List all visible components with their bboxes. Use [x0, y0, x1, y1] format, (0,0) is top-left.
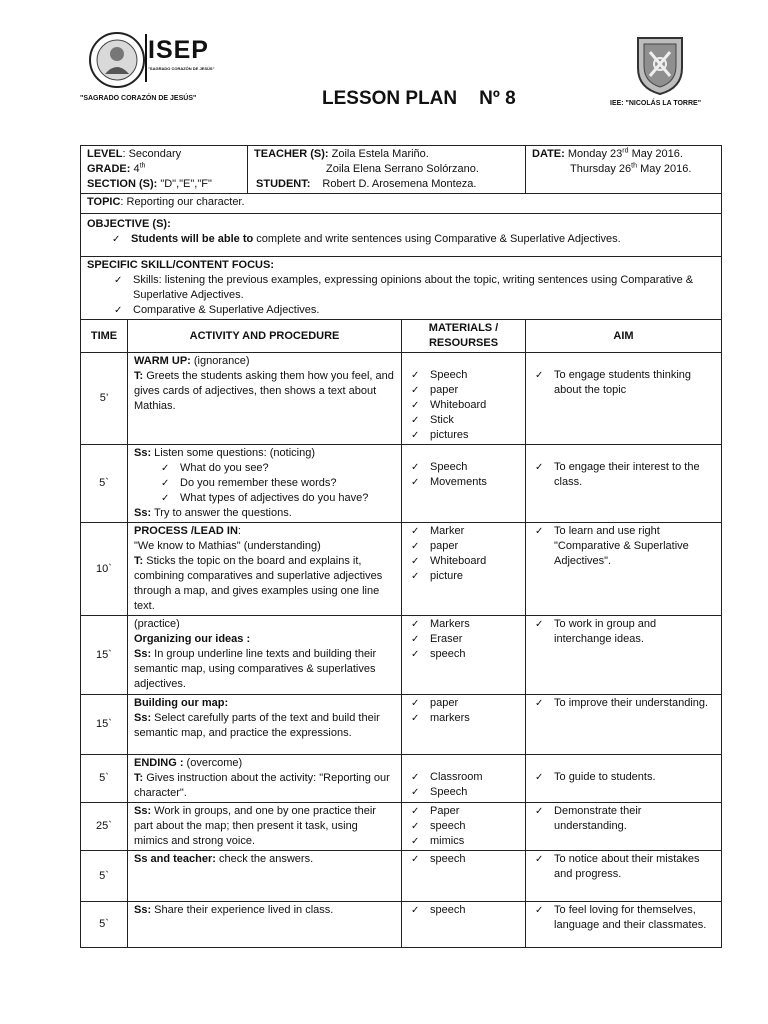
time-cell: 15` [81, 695, 128, 755]
col-header-materials: MATERIALS / RESOURSES [402, 320, 526, 353]
activity-cell [128, 445, 402, 523]
date-2-sup: th [631, 162, 638, 170]
activity-actor: T: [134, 555, 144, 567]
level-label: LEVEL [87, 148, 123, 160]
materials-list [408, 368, 519, 443]
time-cell: 5’ [81, 353, 128, 445]
teacher-student-cell [248, 146, 526, 194]
school-name-left: "SAGRADO CORAZÓN DE JESÚS" [80, 95, 197, 102]
student-value: Robert D. Arosemena Monteza. [322, 178, 477, 190]
materials-cell [402, 695, 526, 755]
table-row [81, 353, 722, 445]
teacher-2: Zoila Elena Serrano Solórzano. [326, 163, 479, 175]
title-text: LESSON PLAN [322, 88, 458, 109]
date-cell [526, 146, 722, 194]
activity-cell [128, 695, 402, 755]
objective-cell [81, 214, 722, 257]
material-item: ✓ speech [408, 852, 519, 867]
materials-list [408, 617, 519, 662]
aim-list [532, 804, 715, 834]
isep-wordmark: ISEP [148, 36, 209, 64]
material-item: ✓ Speech [408, 460, 519, 475]
table-row [81, 695, 722, 755]
student-label: STUDENT: [256, 178, 311, 190]
teacher-1: Zoila Estela Mariño. [328, 148, 429, 160]
activity-pre: (practice) [134, 618, 180, 630]
activity-actor: Ss: [134, 712, 152, 724]
material-item: ✓ paper [408, 383, 519, 398]
material-item: ✓ Eraser [408, 632, 519, 647]
aim-list [532, 368, 715, 398]
activity-heading: PROCESS /LEAD IN [134, 525, 238, 537]
grade-value: 4 [130, 163, 140, 175]
material-item: ✓ Whiteboard [408, 554, 519, 569]
time-cell: 5` [81, 445, 128, 523]
date-2: Thursday 26 [570, 163, 632, 175]
aim-cell [526, 803, 722, 851]
material-item: ✓ speech [408, 647, 519, 662]
objective-list [87, 232, 715, 247]
activity-heading: Building our map: [134, 697, 229, 709]
section-label: SECTION (S): [87, 178, 158, 190]
activity-cell [128, 616, 402, 695]
lesson-number: Nº 8 [479, 88, 516, 109]
skill-item: ✓ Skills: listening the previous examples, expressing opinions about the topic, writing sentences using Comparative & Superlative Adjectives. [111, 273, 715, 303]
time-cell: 5` [81, 755, 128, 803]
material-item: ✓ Markers [408, 617, 519, 632]
topic-row [81, 194, 722, 214]
activity-actor: Ss: [134, 648, 152, 660]
page-title [322, 88, 516, 110]
aim-list [532, 903, 715, 933]
activity-cell [128, 803, 402, 851]
school-name-right: IEE: "NICOLÁS LA TORRE" [610, 100, 702, 107]
table-row [81, 523, 722, 616]
aim-item: ✓ To notice about their mistakes and progress. [532, 852, 715, 882]
aim-cell [526, 902, 722, 948]
materials-cell [402, 523, 526, 616]
materials-cell [402, 755, 526, 803]
topic-cell [81, 194, 722, 214]
activity-actor: Ss: [134, 507, 152, 519]
materials-cell [402, 353, 526, 445]
question-item: ✓ What do you see? [158, 461, 395, 476]
material-item: ✓ Stick [408, 413, 519, 428]
teacher-label: TEACHER (S): [254, 148, 329, 160]
time-cell: 10` [81, 523, 128, 616]
activity-actor: T: [134, 370, 144, 382]
materials-list [408, 524, 519, 584]
activity-quote: "We know to Mathias" (understanding) [134, 540, 321, 552]
question-list [134, 461, 395, 506]
material-item: ✓ Marker [408, 524, 519, 539]
table-row [81, 902, 722, 948]
objective-label: OBJECTIVE (S): [87, 218, 171, 230]
objective-text: complete and write sentences using Comparative & Superlative Adjectives. [253, 233, 621, 245]
activity-text: Greets the students asking them how you feel, and gives cards of adjectives, then shows a text about Mathias. [134, 370, 394, 412]
materials-list [408, 804, 519, 849]
activity-heading: Organizing our ideas : [134, 633, 251, 645]
activity-cell [128, 851, 402, 902]
materials-cell [402, 803, 526, 851]
activity-cell [128, 353, 402, 445]
activity-cell [128, 755, 402, 803]
activity-heading-note: Listen some questions: (noticing) [151, 447, 315, 459]
date-2-month: May 2016. [637, 163, 692, 175]
time-cell: 5` [81, 902, 128, 948]
activity-text: Select carefully parts of the text and build their semantic map, and practice the expressions. [134, 712, 380, 739]
aim-item: ✓ To guide to students. [532, 770, 715, 785]
activity-text: Work in groups, and one by one practice their part about the map; then present it task, using mimics and strong voice. [134, 805, 376, 847]
time-cell: 15` [81, 616, 128, 695]
activity-text: Sticks the topic on the board and explains it, combining comparatives and superlative adjectives through a map, and gives examples using one line text. [134, 555, 383, 612]
aim-item: ✓ Demonstrate their understanding. [532, 804, 715, 834]
activity-heading-note: : [237, 525, 241, 537]
aim-cell [526, 353, 722, 445]
time-cell: 25` [81, 803, 128, 851]
section-value: "D","E","F" [157, 178, 212, 190]
materials-list [408, 460, 519, 490]
activity-text: Gives instruction about the activity: "Reporting our character". [134, 772, 390, 799]
material-item: ✓ speech [408, 903, 519, 918]
aim-list [532, 460, 715, 490]
material-item: ✓ Movements [408, 475, 519, 490]
aim-cell [526, 755, 722, 803]
materials-cell [402, 851, 526, 902]
isep-subtitle: "SAGRADO CORAZÓN DE JESÚS" [148, 66, 215, 71]
activity-actor: Ss: [134, 447, 152, 459]
time-cell: 5` [81, 851, 128, 902]
skill-item: ✓ Comparative & Superlative Adjectives. [111, 303, 715, 318]
aim-item: ✓ To improve their understanding. [532, 696, 715, 711]
lesson-plan-table [80, 145, 722, 948]
topic-label: TOPIC [87, 196, 121, 208]
skill-cell [81, 257, 722, 320]
activity-actor: Ss: [134, 805, 152, 817]
level-value: : Secondary [122, 148, 182, 160]
materials-list [408, 696, 519, 726]
table-row [81, 755, 722, 803]
material-item: ✓ paper [408, 539, 519, 554]
info-row [81, 146, 722, 194]
activity-heading-note: (ignorance) [190, 355, 250, 367]
objective-row [81, 214, 722, 257]
column-header-row [81, 320, 722, 353]
activity-heading: WARM UP: [134, 355, 191, 367]
skill-row [81, 257, 722, 320]
activity-cell [128, 902, 402, 948]
aim-cell [526, 851, 722, 902]
aim-list [532, 852, 715, 882]
level-grade-section-cell [81, 146, 248, 194]
activity-text: Share their experience lived in class. [151, 904, 334, 916]
col-header-activity: ACTIVITY AND PROCEDURE [128, 320, 402, 353]
material-item: ✓ Speech [408, 368, 519, 383]
aim-item: ✓ To feel loving for themselves, language and their classmates. [532, 903, 715, 933]
school-crest-icon [634, 32, 686, 96]
question-item: ✓ What types of adjectives do you have? [158, 491, 395, 506]
objective-bold: Students will be able to [131, 233, 254, 245]
aim-cell [526, 616, 722, 695]
aim-list [532, 617, 715, 647]
aim-item: ✓ To work in group and interchange ideas. [532, 617, 715, 647]
activity-cell [128, 523, 402, 616]
table-row [81, 616, 722, 695]
material-item: ✓ speech [408, 819, 519, 834]
objective-item [109, 232, 715, 247]
grade-sup: th [139, 162, 146, 170]
material-item: ✓ Classroom [408, 770, 519, 785]
aim-item: ✓ To engage students thinking about the topic [532, 368, 715, 398]
date-1-month: May 2016. [628, 148, 683, 160]
grade-label: GRADE: [87, 163, 131, 175]
materials-cell [402, 616, 526, 695]
table-row [81, 851, 722, 902]
aim-item: ✓ To engage their interest to the class. [532, 460, 715, 490]
aim-item: ✓ To learn and use right "Comparative & Superlative Adjectives". [532, 524, 715, 569]
aim-cell [526, 445, 722, 523]
material-item: ✓ pictures [408, 428, 519, 443]
material-item: ✓ Paper [408, 804, 519, 819]
materials-list [408, 903, 519, 918]
question-item: ✓ Do you remember these words? [158, 476, 395, 491]
material-item: ✓ markers [408, 711, 519, 726]
materials-cell [402, 445, 526, 523]
activity-heading-note: (overcome) [183, 757, 243, 769]
date-1-sup: rd [622, 147, 629, 155]
material-item: ✓ mimics [408, 834, 519, 849]
col-header-time: TIME [81, 320, 128, 353]
table-row [81, 803, 722, 851]
activity-actor: Ss: [134, 904, 152, 916]
date-1: Monday 23 [564, 148, 623, 160]
materials-list [408, 770, 519, 800]
material-item: ✓ Whiteboard [408, 398, 519, 413]
material-item: ✓ paper [408, 696, 519, 711]
activity-text: Try to answer the questions. [151, 507, 292, 519]
aim-cell [526, 695, 722, 755]
materials-list [408, 852, 519, 867]
material-item: ✓ Speech [408, 785, 519, 800]
topic-value: : Reporting our character. [120, 196, 245, 208]
aim-list [532, 770, 715, 785]
skill-label: SPECIFIC SKILL/CONTENT FOCUS: [87, 259, 274, 271]
table-row [81, 445, 722, 523]
material-item: ✓ picture [408, 569, 519, 584]
aim-cell [526, 523, 722, 616]
activity-actor: Ss and teacher: [134, 853, 216, 865]
activity-heading: ENDING : [134, 757, 184, 769]
skill-list [87, 273, 715, 318]
aim-list [532, 524, 715, 569]
date-label: DATE: [532, 148, 565, 160]
aim-list [532, 696, 715, 711]
activity-text: check the answers. [215, 853, 314, 865]
col-header-aim: AIM [526, 320, 722, 353]
activity-text: In group underline line texts and building their semantic map, using comparatives & superlatives adjectives. [134, 648, 377, 690]
activity-actor: T: [134, 772, 144, 784]
materials-cell [402, 902, 526, 948]
